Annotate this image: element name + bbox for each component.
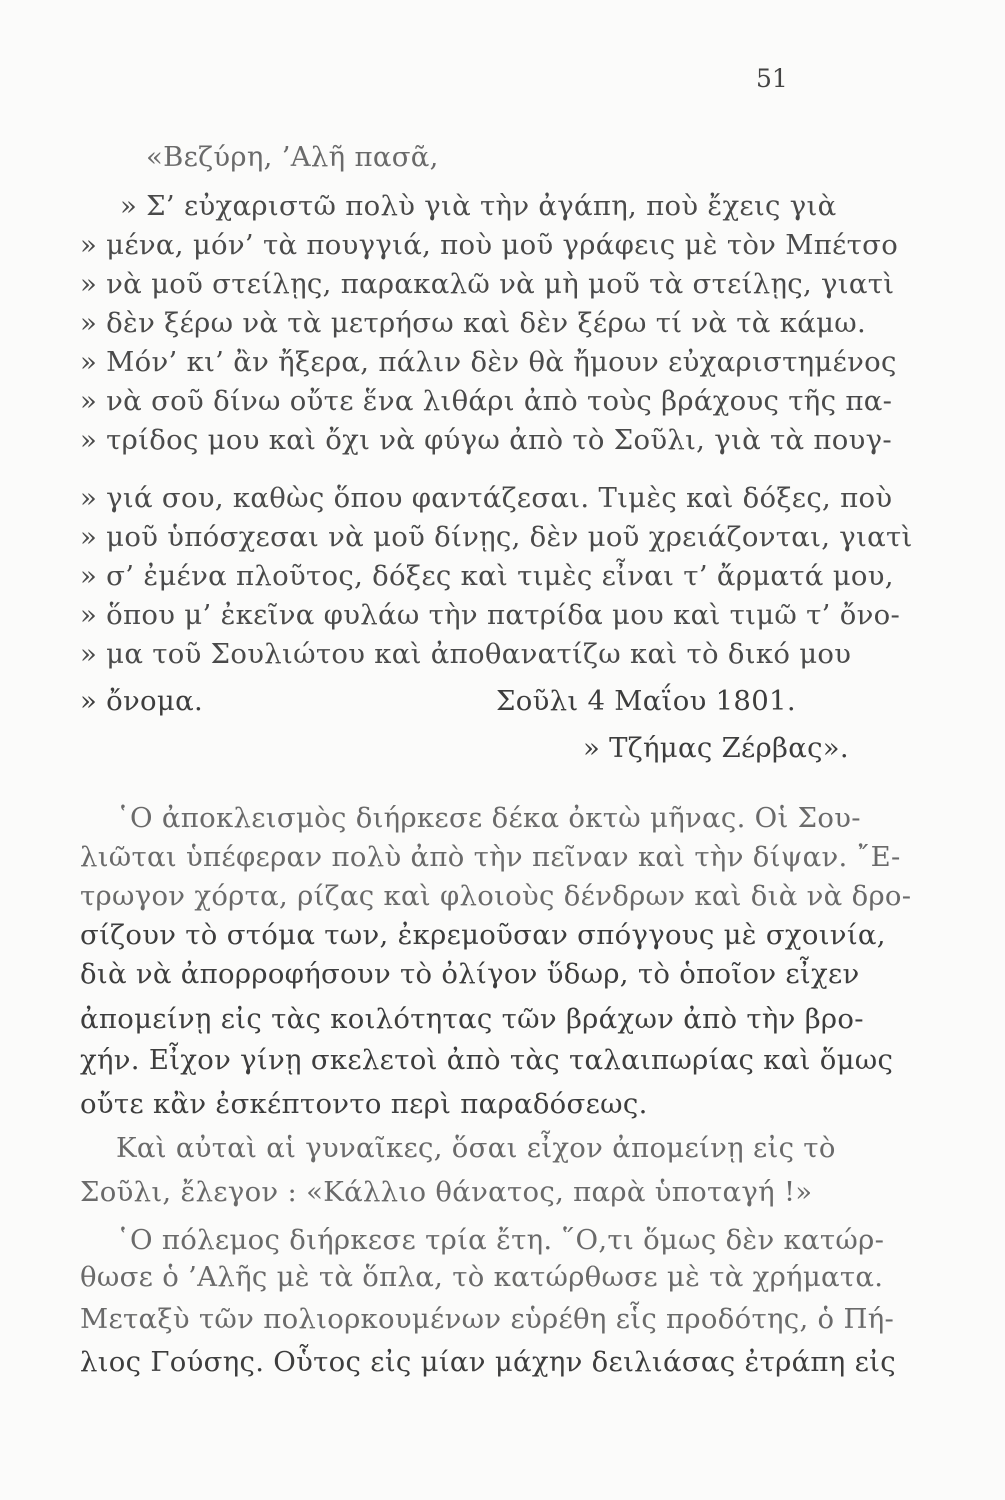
paragraph-1-line: τρωγον χόρτα, ρίζας καὶ φλοιοὺς δένδρων καὶ διὰ νὰ δρο-: [80, 880, 912, 912]
paragraph-3-first-line: ῾Ο πόλεμος διήρκεσε τρία ἔτη. ῞Ο,τι ὅμως δὲν κατώρ-: [116, 1224, 885, 1256]
paragraph-1-last-line: οὔτε κἂν ἐσκέπτοντο περὶ παραδόσεως.: [80, 1088, 648, 1120]
paragraph-1-line: χήν. Εἶχον γίνῃ σκελετοὶ ἀπὸ τὰς ταλαιπωρίας καὶ ὅμως: [80, 1044, 894, 1076]
paragraph-3-line: Μεταξὺ τῶν πολιορκουμένων εὑρέθη εἷς προδότης, ὁ Πή-: [80, 1303, 895, 1335]
paragraph-2-first-line: Καὶ αὐταὶ αἱ γυναῖκες, ὅσαι εἶχον ἀπομείνῃ εἰς τὸ: [116, 1132, 836, 1164]
letter-line: » νὰ μοῦ στείλῃς, παρακαλῶ νὰ μὴ μοῦ τὰ στείλῃς, γιατὶ: [80, 268, 895, 300]
paragraph-1-line: ἀπομείνῃ εἰς τὰς κοιλότητας τῶν βράχων ἀπὸ τὴν βρο-: [80, 1003, 864, 1035]
paragraph-3-line: λιος Γούσης. Οὗτος εἰς μίαν μάχην δειλιάσας ἐτράπη εἰς: [80, 1346, 896, 1378]
letter-line: » μα τοῦ Σουλιώτου καὶ ἀποθανατίζω καὶ τὸ δικό μου: [80, 638, 852, 670]
paragraph-1-line: σίζουν τὸ στόμα των, ἐκρεμοῦσαν σπόγγους μὲ σχοινία,: [80, 919, 886, 951]
letter-date: Σοῦλι 4 Μαΐου 1801.: [496, 685, 796, 717]
paragraph-3-line: θωσε ὁ ’Αλῆς μὲ τὰ ὅπλα, τὸ κατώρθωσε μὲ τὰ χρήματα.: [80, 1261, 884, 1293]
letter-greeting: «Βεζύρη, ’Αλῆ πασᾶ,: [146, 141, 439, 173]
letter-line: » μοῦ ὑπόσχεσαι νὰ μοῦ δίνῃς, δὲν μοῦ χρειάζονται, γιατὶ: [80, 521, 913, 553]
letter-line: » Σ’ εὐχαριστῶ πολὺ γιὰ τὴν ἀγάπη, ποὺ ἔχεις γιὰ: [120, 190, 837, 222]
letter-line: » νὰ σοῦ δίνω οὔτε ἕνα λιθάρι ἀπὸ τοὺς βράχους τῆς πα-: [80, 385, 893, 417]
letter-last-line: » ὄνομα.: [80, 685, 203, 717]
letter-line: » μένα, μόν’ τὰ πουγγιά, ποὺ μοῦ γράφεις μὲ τὸν Μπέτσο: [80, 229, 899, 261]
letter-line: » σ’ ἐμένα πλοῦτος, δόξες καὶ τιμὲς εἶναι τ’ ἄρματά μου,: [80, 560, 894, 592]
letter-line: » γιά σου, καθὼς ὅπου φαντάζεσαι. Τιμὲς καὶ δόξες, ποὺ: [80, 482, 893, 514]
letter-line: » ὅπου μ’ ἐκεῖνα φυλάω τὴν πατρίδα μου καὶ τιμῶ τ’ ὄνο-: [80, 599, 901, 631]
letter-signature: » Τζήμας Ζέρβας».: [583, 732, 849, 764]
letter-line: » Μόν’ κι’ ἂν ἤξερα, πάλιν δὲν θὰ ἤμουν εὐχαριστημένος: [80, 346, 897, 378]
paragraph-1-first-line: ῾Ο ἀποκλεισμὸς διήρκεσε δέκα ὀκτὼ μῆνας. Οἱ Σου-: [116, 802, 861, 834]
paragraph-2-last-line: Σοῦλι, ἔλεγον : «Κάλλιο θάνατος, παρὰ ὑποταγή !»: [80, 1176, 813, 1208]
paragraph-1-line: λιῶται ὑπέφεραν πολὺ ἀπὸ τὴν πεῖναν καὶ τὴν δίψαν. ῎Ε-: [80, 841, 901, 873]
letter-line: » δὲν ξέρω νὰ τὰ μετρήσω καὶ δὲν ξέρω τί νὰ τὰ κάμω.: [80, 307, 867, 339]
page-number: 51: [756, 64, 788, 93]
letter-line: » τρίδος μου καὶ ὄχι νὰ φύγω ἀπὸ τὸ Σοῦλι, γιὰ τὰ πουγ-: [80, 424, 892, 456]
paragraph-1-line: διὰ νὰ ἀπορροφήσουν τὸ ὀλίγον ὕδωρ, τὸ ὁποῖον εἶχεν: [80, 958, 860, 990]
